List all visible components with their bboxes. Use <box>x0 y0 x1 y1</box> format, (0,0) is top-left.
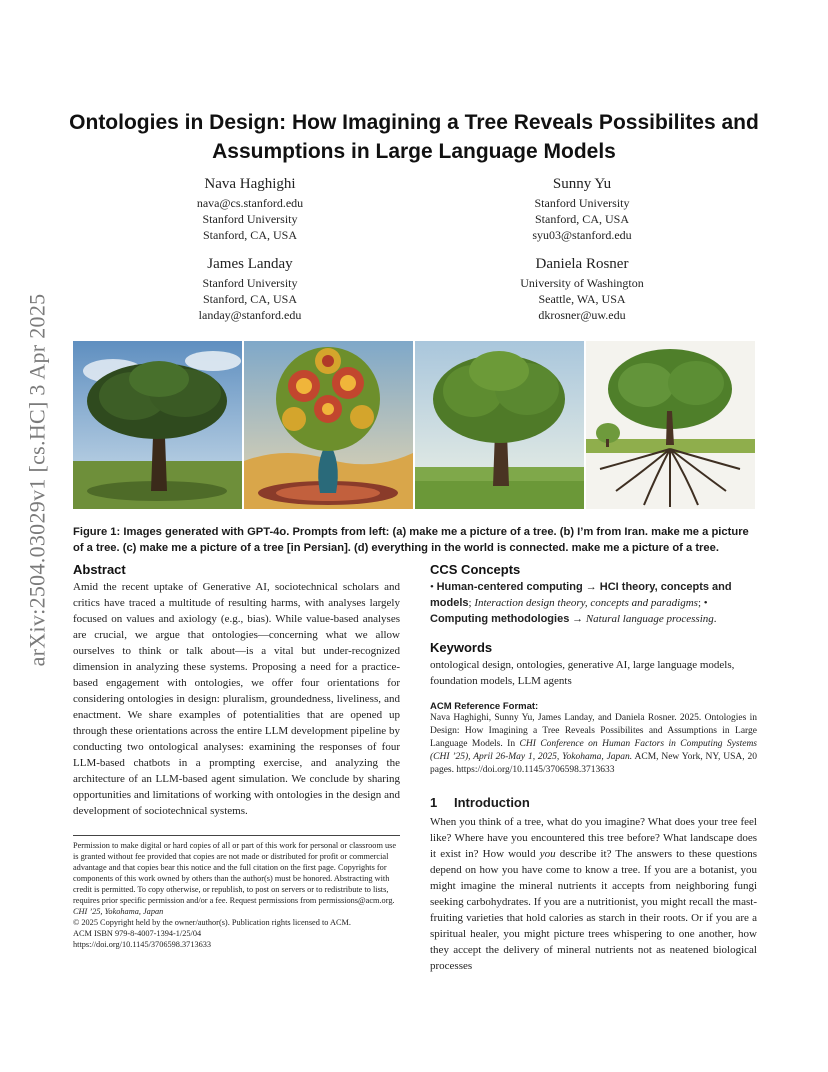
author-block-2 <box>462 174 702 243</box>
acm-ref-authors: Nava Haghighi, Sunny Yu, James Landay, and Daniela Rosner. 2025. Ontologies in Design: How Imagining a Tree Reveals Possibilites and Assumptions in Large Language Models. In <box>430 713 757 749</box>
acm-ref-venue: CHI Conference on Human Factors in Computing Systems (CHI ’25), April 26-May 1, 2025, Yokohama, Japan. <box>430 739 758 762</box>
keywords-heading: Keywords <box>430 640 493 655</box>
author-location: Seattle, WA, USA <box>538 292 626 306</box>
paper-title: Ontologies in Design: How Imagining a Tree Reveals Possibilites and Assumptions in Large Language Models <box>69 111 759 163</box>
acm-ref-rest: ACM, New York, NY, USA, 20 pages. https://doi.org/10.1145/3706598.3713633 <box>430 752 757 775</box>
author-email: dkrosner@uw.edu <box>538 308 626 322</box>
ccs-heading: CCS Concepts <box>430 562 521 577</box>
author-name: James Landay <box>207 256 293 272</box>
author-affiliation: Stanford University <box>534 196 630 210</box>
author-affiliation: Stanford University <box>202 276 298 290</box>
tree-image-a <box>73 341 242 509</box>
author-location: Stanford, CA, USA <box>202 292 297 306</box>
ccs-italic-2: Natural language processing <box>585 613 714 625</box>
author-location: Stanford, CA, USA <box>534 212 629 226</box>
keywords-text: ontological design, ontologies, generative AI, large language models, foundation models, LLM agents <box>430 659 735 687</box>
author-block-1 <box>130 174 370 243</box>
intro-part-2: describe it? The answers to these questions depend on how you have come to know a tree. If you are a botanist, you might imagine the mineral nutrients it accepts from neighboring fungi seeking carbohydrates. If you are a nutritionist, you might recall the mast-fruiting varieties that hold calories as starch in their roots. Or if you are a spiritual healer, you might picture trees whispering to one another, how they accept the delivery of mineral nutrients not as neatened biological processes <box>430 848 758 972</box>
author-email: nava@cs.stanford.edu <box>196 196 304 210</box>
author-affiliation: Stanford University <box>202 212 298 226</box>
author-name: Daniela Rosner <box>535 256 629 272</box>
intro-heading <box>430 795 757 810</box>
abstract-heading: Abstract <box>73 562 126 577</box>
doi-line: https://doi.org/10.1145/3706598.3713633 <box>73 940 212 949</box>
conference-line: CHI ’25, Yokohama, Japan <box>73 907 164 916</box>
right-column <box>430 561 757 974</box>
author-email: syu03@stanford.edu <box>532 228 632 242</box>
author-block-3 <box>130 254 370 323</box>
permission-text: Permission to make digital or hard copies of all or part of this work for personal or classroom use is granted without fee provided that copies are not made or distributed for profit or commercial advantage and that copies bear this notice and the full citation on the first page. Copyrights for components of this work owned by others than the author(s) must be honored. Abstracting with credit is permitted. To copy otherwise, or republish, to post on servers or to redistribute to lists, requires prior specific permission and/or a fee. Request permissions from permissions@acm.org. <box>73 841 397 905</box>
copyright-line: © 2025 Copyright held by the owner/author(s). Publication rights licensed to ACM. <box>73 918 351 927</box>
acm-reference-heading: ACM Reference Format: <box>430 701 539 712</box>
author-affiliation: University of Washington <box>520 276 644 290</box>
tree-image-b <box>244 341 413 509</box>
tree-image-d <box>586 341 755 509</box>
intro-section-title: Introduction <box>454 795 530 810</box>
isbn-line: ACM ISBN 979-8-4007-1394-1/25/04 <box>73 929 202 938</box>
ccs-bold-1: Human-centered computing → HCI theory, concepts and models <box>430 581 732 609</box>
left-column <box>73 561 400 819</box>
author-email: landay@stanford.edu <box>198 308 302 322</box>
ccs-concepts: • Human-centered computing → HCI theory, concepts and models; Interaction design theory, concepts and paradigms; • Computing methodologies → Natural language processing. <box>430 581 732 625</box>
abstract-text: Amid the recent uptake of Generative AI, sociotechnical scholars and critics have traced a multitude of resulting harms, with analyses largely focused on values and axiology (e.g., bias). While value-based analyses are crucial, we argue that ontologies—concerning what we allow ourselves to think or talk about—is a vital but under-recognized dimension in analyzing these systems. Proposing a need for a practice-based engagement with ontologies, we offer four orientations for considering ontologies in design: pluralism, groundedness, liveliness, and enactment. We share examples of potentialities that are opened up through these orientations across the entire LLM development pipeline by conducting two ontological analyses: examining the responses of four LLM-based chatbots in a prompting exercise, and analyzing the architecture of an LLM-based agent simulation. We conclude by sharing opportunities and limitations of working with ontologies in the design and development of sociotechnical systems. <box>73 581 400 817</box>
tree-image-c <box>415 341 584 509</box>
ccs-bold-2: Computing methodologies <box>430 613 570 625</box>
arxiv-identifier: arXiv:2504.03029v1 [cs.HC] 3 Apr 2025 <box>24 293 49 667</box>
ccs-italic-1: Interaction design theory, concepts and paradigms <box>474 597 698 609</box>
figure-tree-images <box>73 341 756 509</box>
acm-reference-text <box>430 712 757 777</box>
permission-footnote <box>73 835 400 950</box>
author-location: Stanford, CA, USA <box>202 228 297 242</box>
intro-text <box>430 814 757 974</box>
intro-section-number: 1 <box>430 795 438 810</box>
author-block-4 <box>462 254 702 323</box>
intro-part-1: When you think of a tree, what do you imagine? What does your tree feel like? Where have you encountered this tree before? What landscape does it exist in? How would <box>430 816 757 860</box>
figure-caption: Figure 1: Images generated with GPT-4o. Prompts from left: (a) make me a picture of a tree. (b) I’m from Iran. make me a picture of a tree. (c) make me a picture of a tree [in Persian]. (d) everything in the world is connected. make me a picture of a tree. <box>73 526 749 554</box>
intro-italic-you: you <box>539 848 556 860</box>
author-name: Nava Haghighi <box>204 176 296 192</box>
author-name: Sunny Yu <box>552 176 612 192</box>
